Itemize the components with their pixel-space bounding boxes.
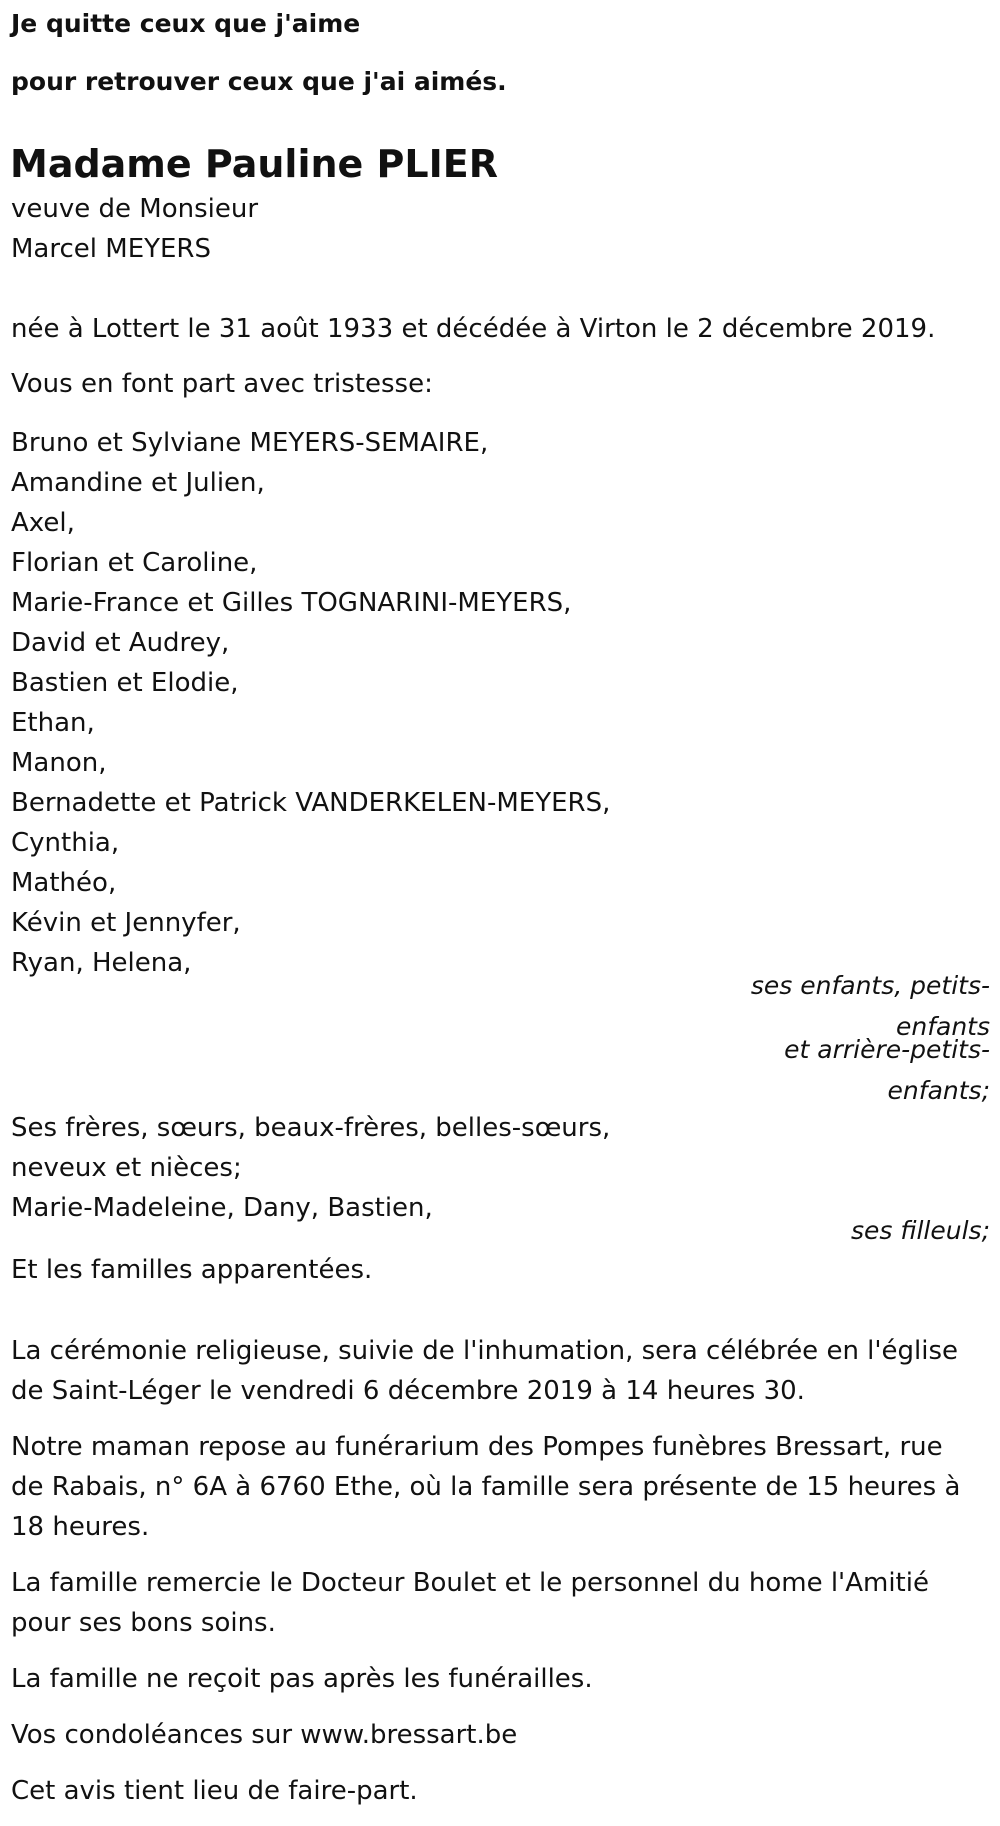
family-role-line: et arrière-petits- [784,1035,990,1064]
family-role-line: ses enfants, petits- [750,971,990,1000]
family-member: Bastien et Elodie, [11,668,239,698]
deceased-name: Madame Pauline PLIER [10,142,498,186]
intro-line: Vous en font part avec tristesse: [11,369,433,399]
ceremony-line: de Saint-Léger le vendredi 6 décembre 2019 à 14 heures 30. [11,1376,805,1406]
family-member: Kévin et Jennyfer, [11,908,241,938]
birth-death-line: née à Lottert le 31 août 1933 et décédée à Virton le 2 décembre 2019. [11,314,936,344]
thanks-line: La famille remercie le Docteur Boulet et le personnel du home l'Amitié [11,1568,929,1598]
family-member: Axel, [11,508,75,538]
epigraph-line-2: pour retrouver ceux que j'ai aimés. [11,67,507,96]
family-member: Ryan, Helena, [11,948,192,978]
family-member: Cynthia, [11,828,120,858]
related-families: Et les familles apparentées. [11,1255,373,1285]
repose-line: 18 heures. [11,1512,150,1542]
family-member: Ethan, [11,708,95,738]
godchildren-line: Marie-Madeleine, Dany, Bastien, [11,1193,433,1223]
family-member: Marie-France et Gilles TOGNARINI-MEYERS, [11,588,572,618]
epigraph-line-1: Je quitte ceux que j'aime [11,9,361,38]
family-member: Bruno et Sylviane MEYERS-SEMAIRE, [11,428,489,458]
repose-line: de Rabais, n° 6A à 6760 Ethe, où la famille sera présente de 15 heures à [11,1472,961,1502]
family-member: Manon, [11,748,107,778]
repose-line: Notre maman repose au funérarium des Pompes funèbres Bressart, rue [11,1432,943,1462]
notice-line: Cet avis tient lieu de faire-part. [11,1776,418,1806]
family-member: Bernadette et Patrick VANDERKELEN-MEYERS, [11,788,611,818]
family-member: Florian et Caroline, [11,548,258,578]
ceremony-line: La cérémonie religieuse, suivie de l'inhumation, sera célébrée en l'église [11,1336,959,1366]
family-role-line: enfants [895,1012,990,1041]
siblings-line: neveux et nièces; [11,1153,242,1183]
family-member: Mathéo, [11,868,117,898]
siblings-line: Ses frères, sœurs, beaux-frères, belles-sœurs, [11,1113,611,1143]
godchildren-role: ses filleuls; [850,1216,990,1245]
widow-line-2: Marcel MEYERS [11,234,212,264]
condolences-line: Vos condoléances sur www.bressart.be [11,1720,518,1750]
no-reception-line: La famille ne reçoit pas après les funérailles. [11,1664,593,1694]
family-member: Amandine et Julien, [11,468,265,498]
family-member: David et Audrey, [11,628,230,658]
family-role-line: enfants; [887,1076,990,1105]
widow-line-1: veuve de Monsieur [11,194,259,224]
thanks-line: pour ses bons soins. [11,1608,276,1638]
